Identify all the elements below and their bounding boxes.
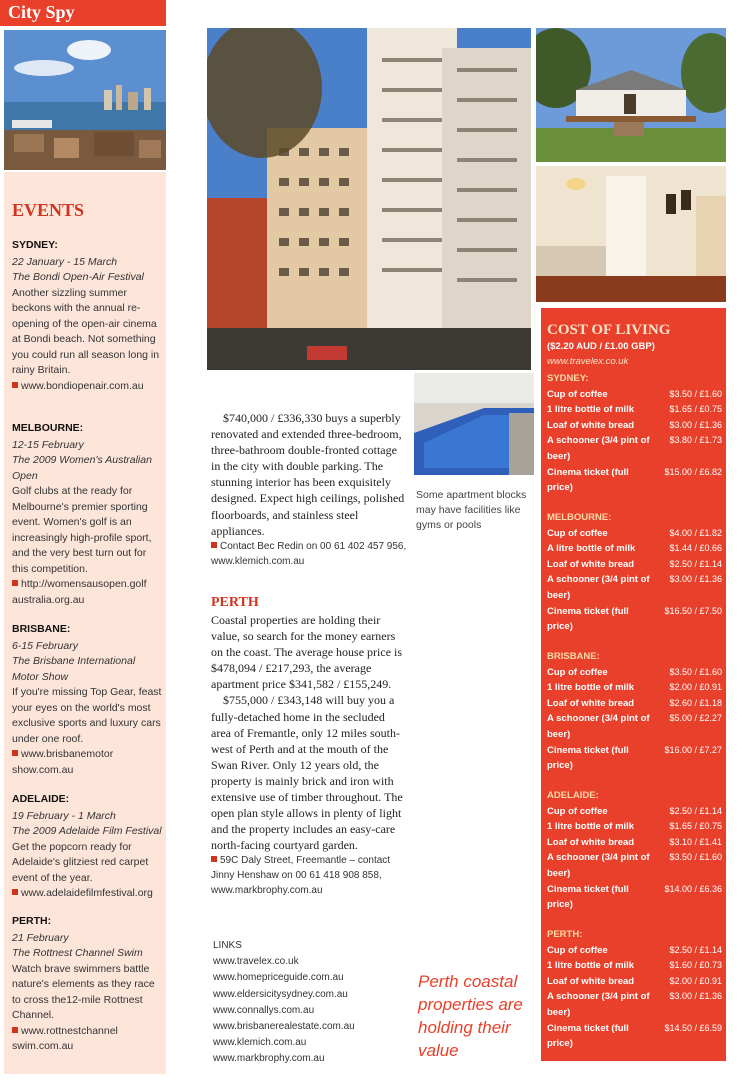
cost-item-price: $3.10 / £1.41 (669, 836, 722, 847)
perth-heading: PERTH (211, 595, 259, 610)
pool-photo-caption: Some apartment blocks may have facilities like gyms or pools (416, 489, 527, 531)
cost-city-name: BRISBANE: (547, 651, 600, 662)
cost-city-block (547, 510, 722, 635)
cost-row (547, 989, 722, 1020)
event-date: 22 January - 15 March (12, 255, 118, 268)
cost-item-label: A schooner (3/4 pint of beer) (547, 991, 650, 1018)
cost-item-label: Cup of coffee (547, 388, 608, 400)
cost-item-label: Loaf of white bread (547, 975, 635, 987)
cost-item-price: $16.00 / £7.27 (664, 744, 722, 755)
cost-city-name: SYDNEY: (547, 373, 589, 384)
cost-row (547, 1021, 722, 1052)
event-link[interactable]: www.adelaidefilmfestival.org (12, 886, 162, 902)
link-item[interactable]: www.connallys.com.au (213, 1004, 315, 1016)
cost-row (547, 418, 722, 434)
event-description: Golf clubs at the ready for Melbourne's premier sporting event. Women's golf is an increasingly high-profile sport, and the very best turn out for this competition. (12, 485, 152, 575)
cost-row (547, 850, 722, 881)
cost-row (547, 557, 722, 573)
cost-item-label: Loaf of white bread (547, 419, 635, 431)
cost-item-label: 1 litre bottle of milk (547, 821, 635, 833)
cost-row (547, 958, 722, 974)
cost-item-price: $1.60 / £0.73 (669, 960, 722, 971)
event-date: 6-15 February (12, 639, 78, 652)
cost-item-label: Cup of coffee (547, 805, 608, 817)
article-sydney-listing (211, 410, 407, 569)
cost-row (547, 604, 722, 635)
event-description: Watch brave swimmers battle nature's elements as they race to cross the12-mile Rottnest Channel. (12, 962, 155, 1021)
cost-row (547, 402, 722, 418)
pool-photo (414, 373, 534, 475)
cost-item-label: Cup of coffee (547, 944, 608, 956)
contact-line: Contact Bec Redin on 00 61 402 457 956, www.klemich.com.au (211, 540, 407, 567)
source-link[interactable]: www.travelex.co.uk (547, 356, 629, 367)
cost-row (547, 572, 722, 603)
event-description: If you're missing Top Gear, feast your eyes on the world's most exclusive sports and luxury cars under one roof. (12, 686, 162, 745)
cost-item-label: 1 litre bottle of milk (547, 682, 635, 694)
cost-city-block (547, 927, 722, 1052)
bullet-icon (12, 382, 18, 388)
event-description: Get the popcorn ready for Adelaide's glitziest red carpet event of the year. (12, 840, 149, 884)
cost-item-price: $1.65 / £0.75 (669, 404, 722, 415)
cost-item-label: A schooner (3/4 pint of beer) (547, 574, 650, 601)
link-item[interactable]: www.eldersicitysydney.com.au (213, 988, 348, 1000)
links-list (213, 938, 355, 1068)
cost-row (547, 541, 722, 557)
cost-item-label: A schooner (3/4 pint of beer) (547, 713, 650, 740)
cost-row (547, 819, 722, 835)
cost-item-price: $5.00 / £2.27 (669, 713, 722, 724)
cost-item-price: $3.00 / £1.36 (669, 419, 722, 430)
contact-line: 59C Daly Street, Freemantle – contact Jinny Henshaw on 00 61 418 908 858, www.markbrophy.com.au (211, 855, 391, 897)
section-tab: City Spy (0, 0, 166, 26)
cost-item-label: Cinema ticket (full price) (547, 744, 629, 772)
cost-item-price: $4.00 / £1.82 (669, 527, 722, 538)
cost-row (547, 974, 722, 990)
event-link[interactable]: http://womensausopen.golf australia.org.au (12, 578, 147, 606)
cost-item-label: Loaf of white bread (547, 836, 635, 848)
cost-row (547, 526, 722, 542)
bullet-icon (211, 856, 217, 862)
cost-item-price: $2.50 / £1.14 (669, 805, 722, 816)
cost-row (547, 711, 722, 742)
cost-item-price: $15.00 / £6.82 (664, 466, 722, 477)
cost-item-label: Cinema ticket (full price) (547, 605, 629, 633)
event-perth (12, 914, 162, 1055)
cost-row (547, 835, 722, 851)
cost-item-label: Cup of coffee (547, 527, 608, 539)
cost-item-price: $3.50 / £1.60 (669, 852, 722, 863)
harbour-skyline-photo (4, 30, 166, 170)
link-item[interactable]: www.markbrophy.com.au (213, 1053, 325, 1065)
cost-row (547, 696, 722, 712)
article-paragraph: Coastal properties are holding their value, so search for the money earners on the coast. The average house price is $478,094 / £217,293, the average apartment price $341,582 / £155,249. (211, 613, 403, 692)
cost-row (547, 943, 722, 959)
bullet-icon (12, 1027, 18, 1033)
cost-item-label: Cinema ticket (full price) (547, 1022, 629, 1050)
event-name: The Rottnest Channel Swim (12, 947, 143, 959)
event-sydney (12, 238, 162, 394)
event-date: 21 February (12, 931, 69, 944)
cost-item-price: $3.50 / £1.60 (669, 666, 722, 677)
cost-of-living-title: COST OF LIVING (547, 322, 671, 338)
event-name: The Brisbane International Motor Show (12, 655, 136, 683)
event-city: PERTH: (12, 915, 52, 927)
article-paragraph: $755,000 / £343,148 will buy you a fully-detached home in the secluded area of Fremantle, only 12 miles south-west of Perth and at the mouth of the Swan River. Only 12 years old, the property is mainly brick and iron with extensive use of timber throughout. The open plan style allows in plenty of light and the property includes an easy-care north-facing courtyard garden. (211, 693, 403, 853)
event-brisbane (12, 622, 162, 778)
event-city: ADELAIDE: (12, 793, 70, 805)
cost-item-label: Loaf of white bread (547, 558, 635, 570)
cost-item-label: Cinema ticket (full price) (547, 466, 629, 494)
cost-city-block (547, 788, 722, 913)
bullet-icon (211, 542, 217, 548)
cost-item-price: $1.44 / £0.66 (669, 543, 722, 554)
event-name: The Bondi Open-Air Festival (12, 271, 144, 283)
exchange-rate: ($2.20 AUD / £1.00 GBP) (547, 341, 655, 352)
cost-row (547, 433, 722, 464)
cost-item-label: Cup of coffee (547, 666, 608, 678)
cost-item-label: Cinema ticket (full price) (547, 883, 629, 911)
cost-item-price: $2.50 / £1.14 (669, 944, 722, 955)
cost-row (547, 743, 722, 774)
cost-item-label: A schooner (3/4 pint of beer) (547, 852, 650, 879)
event-adelaide (12, 792, 162, 902)
cost-item-price: $3.50 / £1.60 (669, 388, 722, 399)
cost-item-label: Loaf of white bread (547, 697, 635, 709)
bedroom-interior-photo (536, 166, 726, 302)
cost-city-name: MELBOURNE: (547, 512, 612, 523)
cost-of-living-panel (541, 308, 726, 1061)
cost-item-price: $1.65 / £0.75 (669, 821, 722, 832)
cost-item-label: A litre bottle of milk (547, 543, 636, 555)
bullet-icon (12, 750, 18, 756)
event-city: BRISBANE: (12, 623, 71, 635)
event-date: 12-15 February (12, 438, 84, 451)
event-link[interactable]: www.rottnestchannel swim.com.au (12, 1024, 118, 1052)
link-item[interactable]: www.brisbanerealestate.com.au (213, 1021, 355, 1033)
cost-item-price: $2.00 / £0.91 (669, 975, 722, 986)
event-name: The 2009 Women's Australian Open (12, 454, 152, 482)
cost-city-name: ADELAIDE: (547, 790, 599, 801)
cost-row (547, 882, 722, 913)
cost-row (547, 387, 722, 403)
cost-item-price: $3.00 / £1.36 (669, 574, 722, 585)
event-city: MELBOURNE: (12, 422, 84, 434)
event-description: Another sizzling summer beckons with the annual re-opening of the open-air cinema at Bondi beach. Not something you could run all season long in rainy Britain. (12, 286, 160, 376)
cost-item-price: $14.50 / £6.59 (664, 1022, 722, 1033)
event-link[interactable]: www.bondiopenair.com.au (12, 379, 162, 395)
pull-quote: Perth coastal properties are holding their value (418, 972, 523, 1060)
cost-item-label: 1 litre bottle of milk (547, 960, 635, 972)
cost-city-name: PERTH: (547, 929, 583, 940)
cost-item-label: 1 litre bottle of milk (547, 404, 635, 416)
cost-row (547, 804, 722, 820)
cost-item-label: A schooner (3/4 pint of beer) (547, 435, 650, 462)
cost-row (547, 680, 722, 696)
links-title: LINKS (213, 940, 242, 951)
link-item[interactable]: www.klemich.com.au (213, 1037, 307, 1049)
apartment-tower-photo (207, 28, 531, 370)
link-item[interactable]: www.homepriceguide.com.au (213, 972, 344, 984)
event-name: The 2009 Adelaide Film Festival (12, 825, 162, 837)
cost-city-block (547, 371, 722, 496)
cost-item-price: $3.80 / £1.73 (669, 435, 722, 446)
cost-item-price: $14.00 / £6.36 (664, 883, 722, 894)
event-melbourne (12, 421, 162, 608)
bullet-icon (12, 889, 18, 895)
house-exterior-photo (536, 28, 726, 162)
cost-row (547, 665, 722, 681)
event-date: 19 February - 1 March (12, 809, 116, 822)
event-city: SYDNEY: (12, 239, 58, 251)
cost-item-price: $16.50 / £7.50 (664, 605, 722, 616)
cost-row (547, 465, 722, 496)
bullet-icon (12, 580, 18, 586)
cost-city-block (547, 649, 722, 774)
event-link[interactable]: www.brisbanemotor show.com.au (12, 748, 114, 776)
cost-item-price: $2.50 / £1.14 (669, 558, 722, 569)
cost-item-price: $2.00 / £0.91 (669, 682, 722, 693)
events-heading: EVENTS (12, 200, 85, 220)
cost-item-price: $2.60 / £1.18 (669, 697, 722, 708)
cost-item-price: $3.00 / £1.36 (669, 991, 722, 1002)
article-perth (211, 612, 407, 898)
link-item[interactable]: www.travelex.co.uk (213, 956, 299, 968)
article-paragraph: $740,000 / £336,330 buys a superbly renovated and extended three-bedroom, three-bathroom double-fronted cottage in the city with double parking. The stunning interior has been exquisitely designed. Expect high ceilings, polished floorboards, and stainless steel appliances. (211, 411, 405, 538)
